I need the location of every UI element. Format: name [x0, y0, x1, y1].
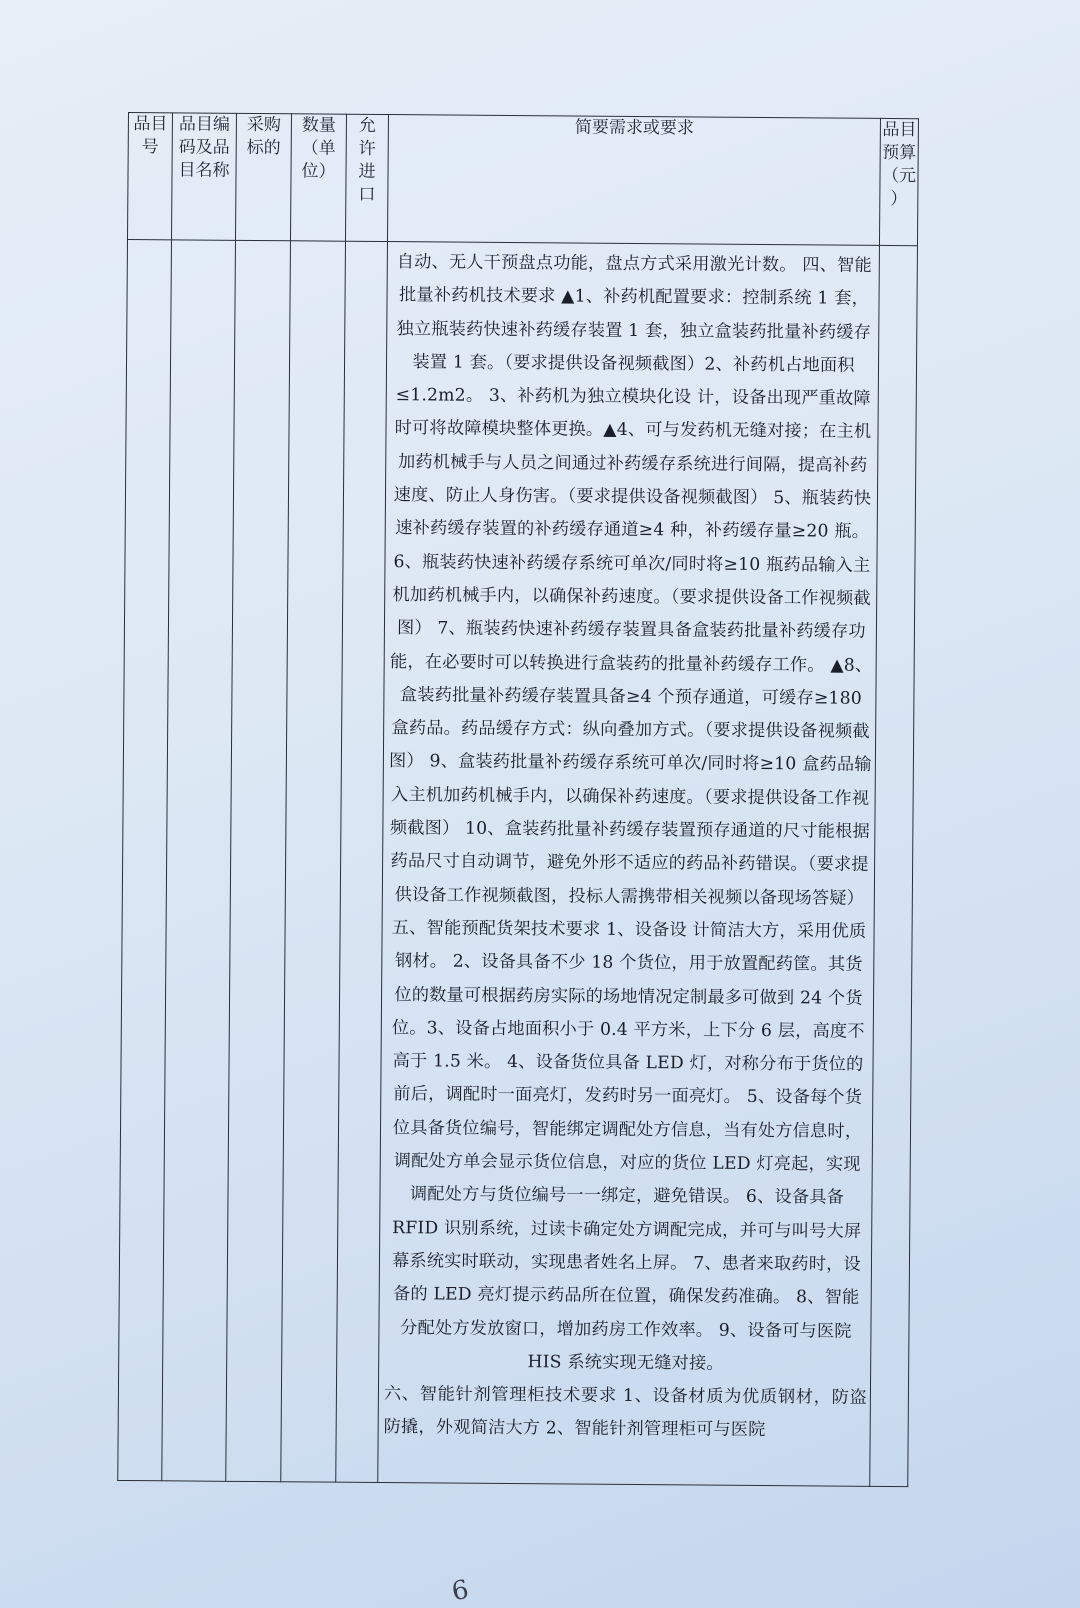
requirements-paragraph-1: 自动、无人干预盘点功能，盘点方式采用激光计数。 四、智能批量补药机技术要求 ▲1、补药机配置要求：控制系统 1 套，独立瓶装药快速补药缓存装置 1 套，独立盒装药批量补药缓存装置 1 套。（要求提供设备视频截图）2、补药机占地面积≤1.2m2。 3、补药机为独立模块化设 计，设备出现严重故障时可将故障模块整体更换。▲4、可与发药机无缝对接；在主机加药机械手与人员之间通过补药缓存系统进行间隔，提高补药速度、防止人身伤害。（要求提供设备视频截图） 5、瓶装药快速补药缓存装置的补药缓存通道≥4 种，补药缓存量≥20 瓶。6、瓶装药快速补药缓存系统可单次/同时将≥10 瓶药品输入主机加药机械手内，以确保补药速度。（要求提供设备工作视频截图） 7、瓶装药快速补药缓存装置具备盒装药批量补药缓存功能，在必要时可以转换进行盒装药的批量补药缓存工作。 ▲8、盒装药批量补药缓存装置具备≥4 个预存通道，可缓存≥180 盒药品。药品缓存方式：纵向叠加方式。（要求提供设备视频截图） 9、盒装药批量补药缓存系统可单次/同时将≥10 盒药品输入主机加药机械手内，以确保补药速度。（要求提供设备工作视频截图） 10、盒装药批量补药缓存装置预存通道的尺寸能根据药品尺寸自动调节，避免外形不适应的药品补药错误。（要求提供设备工作视频截图，投标人需携带相关视频以备现场答疑）: [389, 252, 873, 909]
header-budget-line3: （元: [881, 165, 917, 187]
cell-bid: [226, 240, 291, 1481]
header-quantity: [290, 114, 346, 241]
document-sheet: [117, 112, 918, 1482]
cell-quantity: [281, 241, 346, 1482]
cell-requirements: [378, 242, 880, 1487]
header-import-line4: 口: [358, 184, 376, 205]
header-item-code: [171, 113, 236, 240]
requirements-paragraph-2: 五、智能预配货架技术要求 1、设备设 计简洁大方，采用优质钢材。 2、设备具备不少 18 个货位，用于放置配药筐。其货位的数量可根据药房实际的场地情况定制最多可做到 24 个货位。3、设备占地面积小于 0.4 平方米，上下分 6 层，高度不高于 1.5 米。 4、设备货位具备 LED 灯，对称分布于货位的前后，调配时一面亮灯，发药时另一面亮灯。 5、设备每个货位具备货位编号，智能绑定调配处方信息，当有处方信息时，调配处方单会显示货位信息，对应的货位 LED 灯亮起，实现调配处方与货位编号一一绑定，避免错误。 6、设备具备 RFID 识别系统，过读卡确定处方调配完成，并可与叫号大屏幕系统实时联动，实现患者姓名上屏。 7、患者来取药时，设备的 LED 亮灯提示药品所在位置，确保发药准确。 8、智能分配处方发放窗口，增加药房工作效率。 9、设备可与医院 HIS 系统实现无缝对接。: [391, 918, 867, 1374]
header-import-line1: 允: [358, 115, 376, 136]
header-quantity-line1: 数量: [301, 115, 336, 136]
header-requirements-label: 简要需求或要求: [574, 117, 694, 139]
header-import: [345, 114, 388, 241]
header-budget: [879, 118, 918, 245]
header-item-no-line2: 号: [141, 137, 159, 158]
header-row: [127, 113, 918, 246]
header-item-code-line3: 目名称: [178, 160, 230, 181]
cell-item-code: [162, 240, 236, 1481]
table-row: [118, 240, 918, 1487]
header-budget-line1: 品目: [882, 119, 917, 141]
requirements-table: [117, 112, 919, 1487]
header-import-line2: 许: [358, 138, 376, 159]
header-requirements: [387, 115, 880, 246]
header-bid-line2: 标的: [246, 137, 281, 159]
header-quantity-line3: 位）: [301, 161, 336, 182]
header-budget-line2: 预算: [882, 142, 917, 164]
header-item-no: [127, 113, 172, 240]
header-item-code-line1: 品目编: [178, 114, 230, 135]
header-bid-line1: 采购: [246, 114, 281, 136]
requirements-paragraph-3: 六、智能针剂管理柜技术要求 1、设备材质为优质钢材，防盗防撬，外观简洁大方 2、智能针剂管理柜可与医院: [383, 1384, 868, 1441]
header-item-no-line1: 品目: [133, 114, 168, 135]
header-quantity-line2: （单: [301, 138, 336, 159]
header-item-code-line2: 码及品: [178, 137, 230, 158]
header-budget-line4: ）: [890, 188, 908, 210]
header-import-line3: 进: [358, 161, 376, 182]
header-bid: [235, 113, 291, 240]
page-number: 6: [449, 1574, 472, 1608]
